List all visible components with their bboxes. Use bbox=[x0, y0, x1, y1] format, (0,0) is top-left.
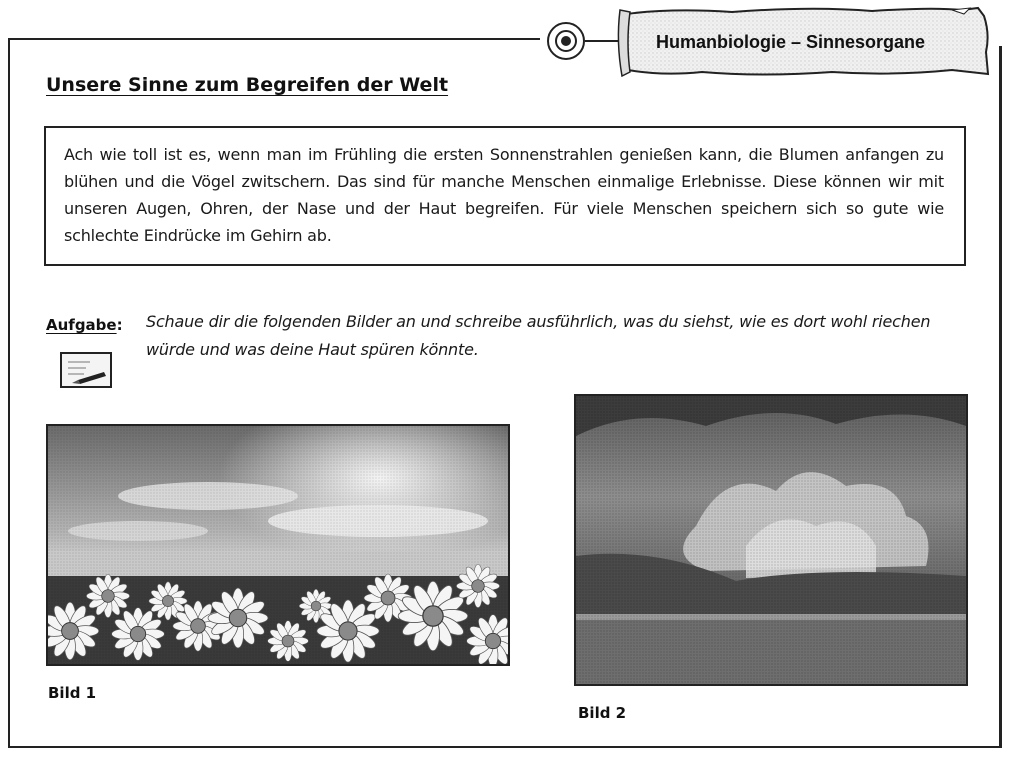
target-icon bbox=[547, 22, 585, 60]
page-title: Unsere Sinne zum Begreifen der Welt bbox=[46, 74, 449, 96]
task-label-text: Aufgabe bbox=[46, 316, 117, 334]
intro-text-box bbox=[44, 126, 966, 266]
task-label-separator: : bbox=[116, 316, 123, 334]
image-flower-meadow bbox=[46, 424, 510, 666]
task-instruction: Schaue dir die folgenden Bilder an und schreibe ausführlich, was du siehst, wie es dort wohl riechen würde und was deine Haut spüren könnte. bbox=[146, 312, 931, 359]
subject-title: Humanbiologie – Sinnesorgane bbox=[656, 32, 926, 52]
task-label bbox=[46, 316, 123, 334]
image-1-caption: Bild 1 bbox=[48, 684, 97, 702]
intro-paragraph: Ach wie toll ist es, wenn man im Frühling die ersten Sonnenstrahlen genießen kann, die Blumen anfangen zu blühen und die Vögel zwitschern. Das sind für manche Menschen einmalige Erlebnisse. Diese können wir mit unseren Augen, Ohren, der Nase und der Haut begreifen. Für viele Menschen speichern sich so gute wie schlechte Eindrücke im Gehirn ab. bbox=[64, 145, 944, 245]
subject-banner bbox=[612, 4, 1008, 78]
image-storm-clouds bbox=[574, 394, 968, 686]
pen-writing-icon bbox=[60, 352, 112, 392]
image-2-caption: Bild 2 bbox=[578, 704, 627, 722]
